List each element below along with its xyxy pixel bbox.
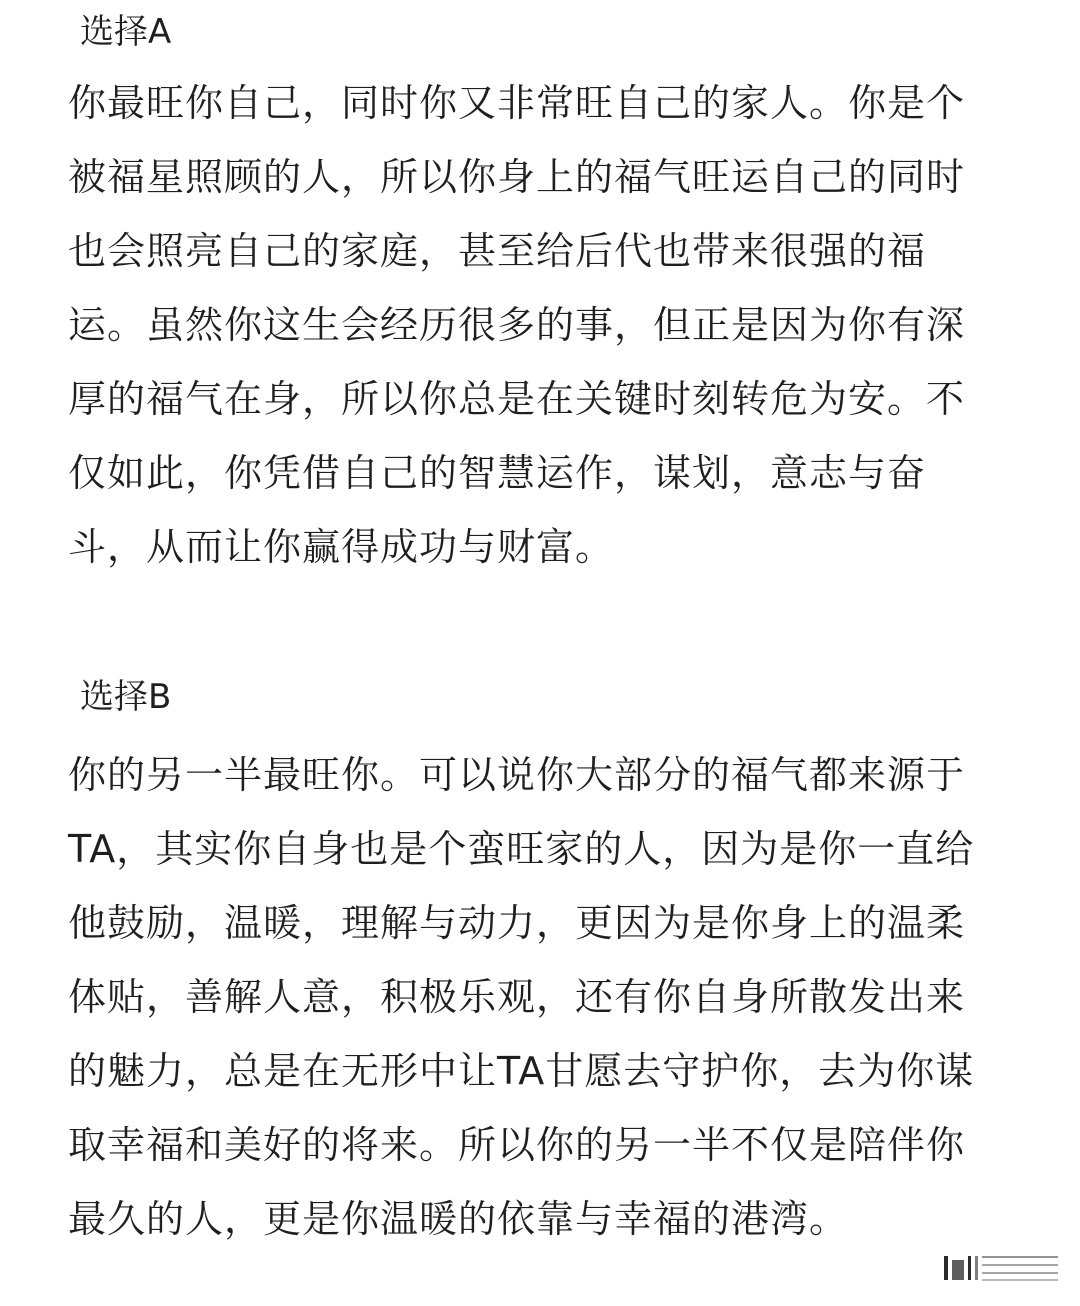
section-a-heading: 选择A	[80, 12, 172, 52]
scroll-indicator-icon	[942, 1250, 1062, 1284]
paragraph-line: 运。虽然你这生会经历很多的事，但正是因为你有深	[68, 303, 966, 347]
paragraph-line: 仅如此，你凭借自己的智慧运作，谋划，意志与奋	[68, 451, 927, 495]
paragraph-line: 被福星照顾的人，所以你身上的福气旺运自己的同时	[68, 155, 966, 199]
paragraph-line: TA，其实你自身也是个蛮旺家的人，因为是你一直给	[68, 827, 975, 871]
paragraph-line: 取幸福和美好的将来。所以你的另一半不仅是陪伴你	[68, 1123, 966, 1167]
paragraph-line: 最久的人，更是你温暖的依靠与幸福的港湾。	[68, 1197, 849, 1241]
paragraph-line: 体贴，善解人意，积极乐观，还有你自身所散发出来	[68, 975, 966, 1019]
paragraph-line: 的魅力，总是在无形中让TA甘愿去守护你，去为你谋	[68, 1049, 975, 1093]
paragraph-line: 厚的福气在身，所以你总是在关键时刻转危为安。不	[68, 377, 966, 421]
paragraph-line: 也会照亮自己的家庭，甚至给后代也带来很强的福	[68, 229, 927, 273]
paragraph-line: 你的另一半最旺你。可以说你大部分的福气都来源于	[68, 753, 966, 797]
paragraph-line: 斗，从而让你赢得成功与财富。	[68, 525, 615, 569]
paragraph-line: 他鼓励，温暖，理解与动力，更因为是你身上的温柔	[68, 901, 966, 945]
paragraph-line: 你最旺你自己，同时你又非常旺自己的家人。你是个	[68, 81, 966, 125]
section-b-heading: 选择B	[80, 677, 172, 717]
